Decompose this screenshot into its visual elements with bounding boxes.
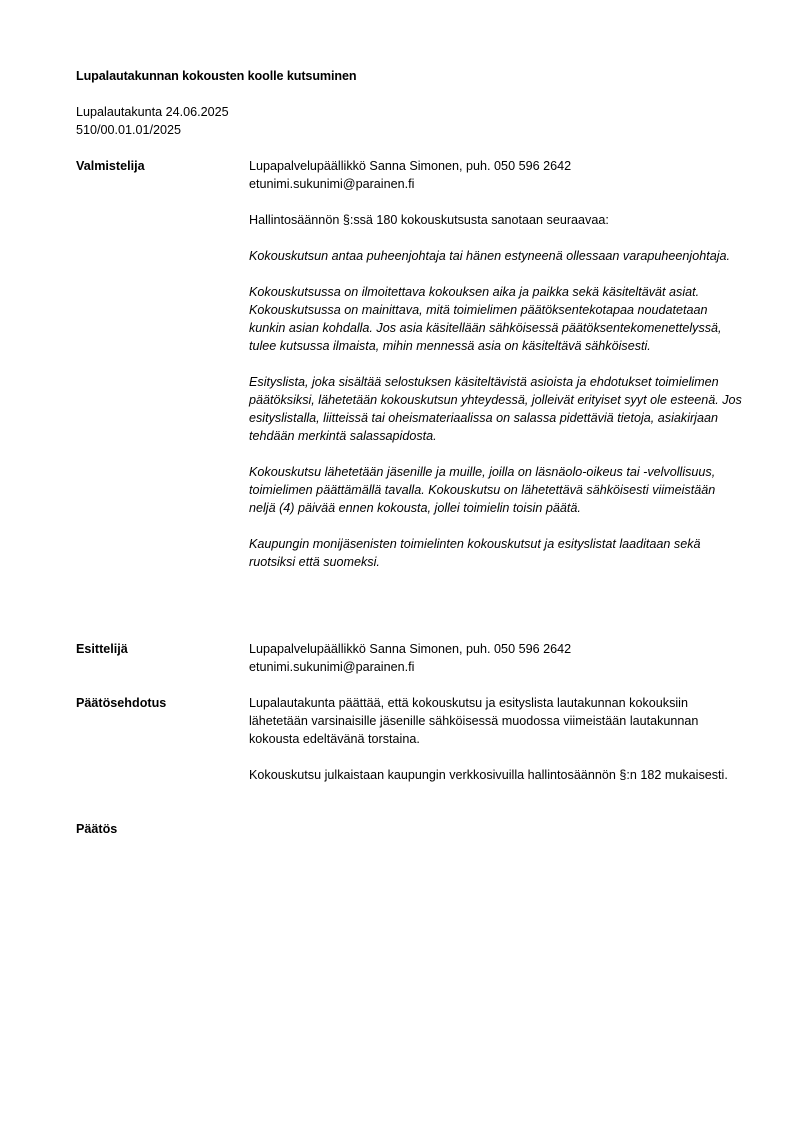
document-meta	[76, 103, 229, 139]
meeting-info: Lupalautakunta 24.06.2025	[76, 105, 229, 119]
quote-paragraph: Kokouskutsu lähetetään jäsenille ja muille, joilla on läsnäolo-oikeus tai -velvollisuus, toimielimen päättämällä tavalla. Kokouskutsu on lähetettävä sähköisesti viimeistään neljä (4) päivää ennen kokousta, jollei toimielin toisin päätä.	[249, 465, 716, 515]
proposal-paragraph: Lupalautakunta päättää, että kokouskutsu ja esityslista lautakunnan kokouksiin lähetetään varsinaisille jäsenille sähköisessä muodossa viimeistään lautakunnan kokousta edeltävänä torstaina.	[249, 696, 699, 746]
quote-paragraph: Esityslista, joka sisältää selostuksen käsiteltävistä asioista ja ehdotukset toimielimen päätöksiksi, lähetetään kokouskutsun yhteydessä, jolleivät erityiset syyt ole esteenä. Jos esityslistalla, liitteissä tai oheismateriaalissa on salassa pidettäviä tietoja, asiakirjaan tehdään merkintä salassapidosta.	[249, 375, 742, 443]
section-content	[249, 157, 744, 589]
document-title: Lupalautakunnan kokousten koolle kutsuminen	[76, 69, 357, 83]
presenter-contact: Lupapalvelupäällikkö Sanna Simonen, puh. 050 596 2642	[249, 642, 572, 656]
presenter-email: etunimi.sukunimi@parainen.fi	[249, 660, 415, 674]
preparer-email: etunimi.sukunimi@parainen.fi	[249, 177, 415, 191]
section-label: Päätös	[76, 822, 118, 836]
quote-paragraph: Kaupungin monijäsenisten toimielinten kokouskutsut ja esityslistat laaditaan sekä ruotsiksi että suomeksi.	[249, 537, 701, 569]
proposal-paragraph: Kokouskutsu julkaistaan kaupungin verkkosivuilla hallintosäännön §:n 182 mukaisesti.	[249, 768, 728, 782]
section-content	[249, 694, 744, 802]
case-number: 510/00.01.01/2025	[76, 123, 182, 137]
section-label: Valmistelija	[76, 159, 145, 173]
section-label: Esittelijä	[76, 642, 128, 656]
quote-paragraph: Kokouskutsun antaa puheenjohtaja tai hänen estyneenä ollessaan varapuheenjohtaja.	[249, 249, 731, 263]
section-label: Päätösehdotus	[76, 696, 167, 710]
section-content	[249, 640, 744, 694]
intro-paragraph: Hallintosäännön §:ssä 180 kokouskutsusta sanotaan seuraavaa:	[249, 213, 609, 227]
preparer-contact: Lupapalvelupäällikkö Sanna Simonen, puh. 050 596 2642	[249, 159, 572, 173]
quote-paragraph: Kokouskutsussa on ilmoitettava kokouksen aika ja paikka sekä käsiteltävät asiat. Kokouskutsussa on mainittava, mitä toimielimen päätöksentekotapaa noudatetaan kunkin asian kohdalla. Jos asia käsitellään sähköisessä päätöksentekomenettelyssä, tulee kutsussa ilmaista, mihin mennessä asia on käsiteltävä sähköisesti.	[249, 285, 722, 353]
